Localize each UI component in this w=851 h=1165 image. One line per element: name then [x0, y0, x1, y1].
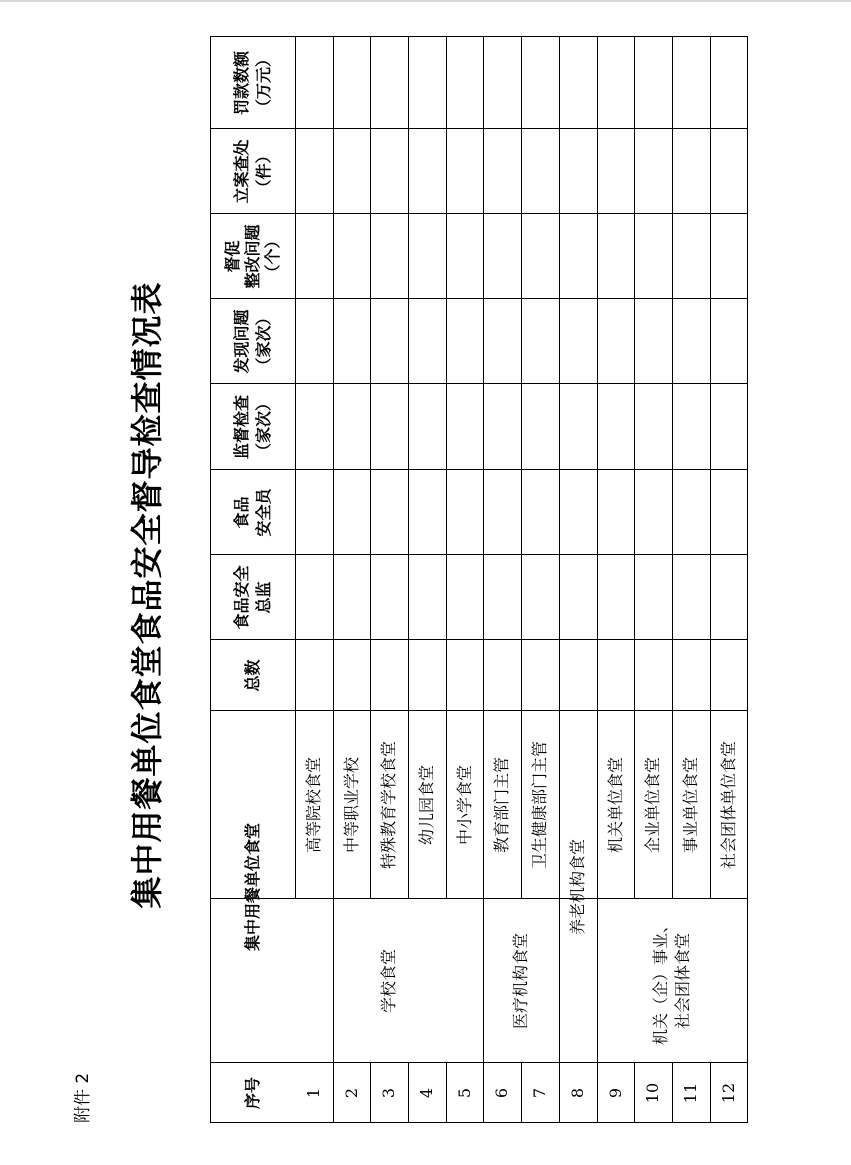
- header-cases-line1: 立案查处: [231, 139, 251, 204]
- row-number: 9: [605, 1087, 625, 1099]
- header-rectify-line1: 督促: [222, 240, 242, 273]
- header-director: [210, 555, 295, 640]
- header-canteen: 集中用餐单位食堂: [242, 823, 262, 952]
- header-rectify-line3: （个）: [262, 232, 282, 281]
- header-inspections-line1: 监督检查: [231, 395, 251, 460]
- header-cases: [210, 129, 295, 214]
- header-officer-line1: 食品: [231, 496, 251, 529]
- group-school: 学校食堂: [379, 949, 398, 1014]
- row-number: 4: [417, 1087, 436, 1099]
- row-number: 8: [568, 1087, 587, 1099]
- row-number: 12: [718, 1082, 738, 1104]
- row-name: 卫生健康部门主管: [530, 741, 549, 870]
- row-number: 6: [492, 1087, 511, 1099]
- group-organs-line1: 机关（企）事业、: [651, 917, 670, 1046]
- row-name: 中等职业学校: [341, 757, 361, 854]
- row-number: 2: [341, 1087, 361, 1099]
- header-rectify-line2: 整改问题: [242, 224, 262, 289]
- row-number: 1: [304, 1087, 323, 1099]
- header-problems-line1: 发现问题: [231, 309, 251, 374]
- group-organs-line2: 社会团体食堂: [673, 933, 692, 1030]
- header-inspections: [210, 384, 295, 470]
- group-medical: 医疗机构食堂: [511, 933, 530, 1030]
- header-director-line1: 食品安全: [231, 565, 251, 630]
- row-number: 11: [681, 1082, 700, 1104]
- row-name: 幼儿园食堂: [417, 765, 436, 846]
- header-rectify: [210, 214, 295, 299]
- row-name: 中小学食堂: [454, 765, 474, 846]
- header-officer-line2: 安全员: [253, 488, 273, 537]
- row-name: 高等院校食堂: [304, 757, 323, 854]
- header-fines: [210, 37, 295, 129]
- header-problems-line2: （家次）: [253, 309, 273, 374]
- grid-line: [747, 36, 748, 1123]
- row-name: 教育部门主管: [492, 757, 511, 854]
- row-name: 企业单位食堂: [643, 757, 662, 854]
- row-number: 7: [530, 1087, 549, 1099]
- row-number: 10: [643, 1082, 662, 1104]
- header-total: 总数: [242, 659, 262, 692]
- row-name: 机关单位食堂: [605, 757, 625, 854]
- header-cases-line2: （件）: [253, 147, 273, 196]
- row-name: 事业单位食堂: [681, 757, 700, 854]
- group-organs: [597, 899, 747, 1063]
- page-title: 集中用餐单位食堂食品安全督导检查情况表: [128, 281, 166, 909]
- header-officer: [210, 470, 295, 555]
- header-seq: 序号: [242, 1077, 262, 1110]
- inspection-table: [210, 36, 748, 1123]
- row-number: 5: [454, 1087, 474, 1099]
- header-problems: [210, 299, 295, 384]
- header-inspections-line2: （家次）: [253, 395, 273, 460]
- header-fines-line2: （万元）: [253, 51, 273, 116]
- attachment-label: 附件 2: [73, 1072, 93, 1123]
- row-number: 3: [379, 1087, 398, 1099]
- row-name: 特殊教育学校食堂: [379, 741, 398, 870]
- header-fines-line1: 罚款数额: [231, 51, 251, 116]
- group-elderly: 养老机构食堂: [568, 839, 587, 936]
- row-name: 社会团体单位食堂: [718, 741, 738, 870]
- header-director-line2: 总监: [253, 581, 273, 614]
